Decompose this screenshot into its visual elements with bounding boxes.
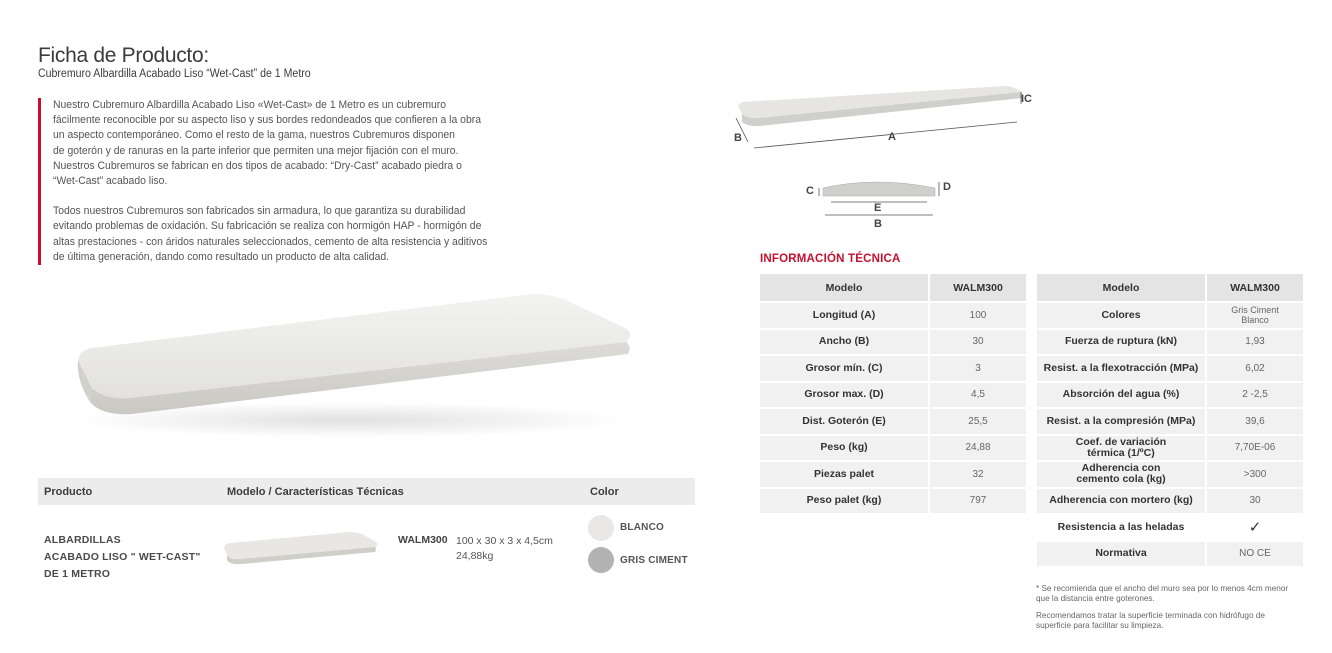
- spec-label-adherencia: [1037, 462, 1207, 487]
- spec-value: 1,93: [1207, 330, 1303, 355]
- section-label-b: B: [874, 218, 882, 230]
- spec-value: 32: [930, 462, 1026, 487]
- spec-label: Grosor mín. (C): [760, 356, 930, 381]
- spec-label-coef-2: térmica (1/ºC): [1087, 446, 1155, 459]
- spec-value: 100: [930, 303, 1026, 328]
- technical-info-title: INFORMACIÓN TÉCNICA: [760, 253, 901, 265]
- spec-value: 30: [930, 330, 1026, 355]
- spec-label: Colores: [1037, 303, 1207, 328]
- spec-row: [1037, 409, 1303, 434]
- product-table-header: [38, 478, 695, 505]
- spec-row: [760, 303, 1026, 328]
- dimension-diagram-section: [815, 176, 945, 224]
- spec-row: [1037, 330, 1303, 355]
- spec-label-adh-1: Adherencia con: [1081, 462, 1161, 475]
- product-hero-image: [60, 280, 640, 445]
- spec-row: [760, 383, 1026, 408]
- spec-row-coef: [1037, 436, 1303, 461]
- spec-row-adherencia-cola: [1037, 462, 1303, 487]
- spec-value: 30: [1207, 489, 1303, 514]
- description-paragraph-1: Nuestro Cubremuro Albardilla Acabado Liso «Wet-Cast» de 1 Metro es un cubremuro fácilmente reconocible por su aspecto liso y sus bordes redondeados que confieren a la obra un aspecto contemporáneo. Como el resto de la gama, nuestros Cubremuros disponen de goterón y de ranuras en la parte inferior que permiten una mejor fijación con el muro. Nuestros Cubremuros se fabrican en dos tipos de acabado: “Dry-Cast” acabado piedra o “Wet-Cast” acabado liso.: [53, 99, 482, 188]
- spec-label: Peso palet (kg): [760, 489, 930, 514]
- spec-value: 7,70E-06: [1207, 436, 1303, 461]
- spec-value: 3: [930, 356, 1026, 381]
- spec-label: Adherencia con mortero (kg): [1037, 489, 1207, 514]
- spec-label: Dist. Goterón (E): [760, 409, 930, 434]
- spec-label: Ancho (B): [760, 330, 930, 355]
- spec-left-header: [760, 274, 1026, 301]
- spec-value: 39,6: [1207, 409, 1303, 434]
- footnote-2-line-1: Recomendamos tratar la superficie terminada con hidrófugo de: [1036, 611, 1265, 620]
- footnote-1: [1036, 584, 1288, 604]
- footnote-1-line-1: * Se recomienda que el ancho del muro sea por lo menos 4cm menor: [1036, 584, 1289, 593]
- spec-right-header-label: Modelo: [1037, 274, 1207, 301]
- spec-value: 4,5: [930, 383, 1026, 408]
- spec-row-heladas: [1037, 515, 1303, 540]
- spec-value-colores-1: Gris Ciment: [1231, 305, 1279, 316]
- spec-label: Peso (kg): [760, 436, 930, 461]
- spec-label: Longitud (A): [760, 303, 930, 328]
- spec-value: 2 -2,5: [1207, 383, 1303, 408]
- product-dims-text: 100 x 30 x 3 x 4,5cm: [456, 535, 553, 547]
- product-description: [38, 98, 508, 265]
- color-swatch-gris-ciment: [588, 547, 614, 573]
- product-dimensions: [456, 534, 553, 564]
- diagram-label-a: A: [888, 131, 896, 143]
- spec-row-normativa: [1037, 542, 1303, 567]
- spec-row: [1037, 356, 1303, 381]
- dimension-diagram-perspective: [730, 82, 1030, 154]
- page-subtitle: Cubremuro Albardilla Acabado Liso “Wet-Cast” de 1 Metro: [38, 68, 311, 80]
- section-label-d: D: [943, 181, 951, 193]
- footnote-2-line-2: superficie para facilitar su limpieza.: [1036, 621, 1164, 630]
- spec-value: 6,02: [1207, 356, 1303, 381]
- spec-table-properties: [1037, 272, 1303, 568]
- spec-table-dimensions: [760, 272, 1026, 515]
- header-modelo: Modelo / Características Técnicas: [227, 486, 404, 498]
- color-label-blanco: BLANCO: [620, 522, 664, 533]
- spec-label-coef: [1037, 436, 1207, 461]
- product-weight-text: 24,88kg: [456, 550, 494, 562]
- spec-label: Absorción del agua (%): [1037, 383, 1207, 408]
- spec-value-colores: [1207, 303, 1303, 328]
- spec-left-header-model: WALM300: [930, 274, 1026, 301]
- spec-value: 797: [930, 489, 1026, 514]
- spec-right-header: [1037, 274, 1303, 301]
- spec-row: [1037, 489, 1303, 514]
- diagram-label-b: B: [734, 132, 742, 144]
- spec-label: Piezas palet: [760, 462, 930, 487]
- spec-value-colores-2: Blanco: [1241, 315, 1269, 326]
- spec-row: [760, 489, 1026, 514]
- spec-row: [760, 330, 1026, 355]
- spec-left-header-label: Modelo: [760, 274, 930, 301]
- spec-value: NO CE: [1207, 542, 1303, 567]
- spec-row: [760, 356, 1026, 381]
- spec-label: Resist. a la compresión (MPa): [1037, 409, 1207, 434]
- spec-row: [1037, 383, 1303, 408]
- color-label-gris-ciment: GRIS CIMENT: [620, 555, 688, 566]
- section-label-c: C: [806, 185, 814, 197]
- spec-value: 24,88: [930, 436, 1026, 461]
- diagram-label-c: IC: [1021, 93, 1032, 105]
- footnote-1-line-2: que la distancia entre goterones.: [1036, 594, 1155, 603]
- check-icon: ✓: [1207, 515, 1303, 540]
- spec-label: Resistencia a las heladas: [1037, 515, 1207, 540]
- spec-value: >300: [1207, 462, 1303, 487]
- spec-label-coef-1: Coef. de variación: [1075, 435, 1167, 448]
- spec-label: Grosor max. (D): [760, 383, 930, 408]
- color-swatch-blanco: [588, 515, 614, 541]
- spec-right-header-model: WALM300: [1207, 274, 1303, 301]
- spec-row: [760, 462, 1026, 487]
- spec-label-adh-2: cemento cola (kg): [1076, 473, 1166, 486]
- header-producto: Producto: [44, 486, 93, 498]
- product-model: WALM300: [398, 534, 448, 546]
- product-thumbnail: [222, 526, 382, 570]
- product-name: ALBARDILLAS ACABADO LISO " WET-CAST" DE 1 METRO: [44, 534, 201, 580]
- spec-row-colores: [1037, 303, 1303, 328]
- header-color: Color: [590, 486, 619, 498]
- spec-label: Fuerza de ruptura (kN): [1037, 330, 1207, 355]
- spec-row: [760, 409, 1026, 434]
- spec-row: [760, 436, 1026, 461]
- page-title: Ficha de Producto:: [38, 44, 209, 67]
- description-paragraph-2: Todos nuestros Cubremuros son fabricados sin armadura, lo que garantiza su durabilidad evitando problemas de oxidación. Su fabricación se realiza con hormigón HAP - hormigón de altas prestaciones - con áridos naturales seleccionados, cemento de alta resistencia y aditivos de última generación, dando como resultado un producto de alta calidad.: [53, 205, 488, 263]
- spec-label: Normativa: [1037, 542, 1207, 567]
- spec-label: Resist. a la flexotracción (MPa): [1037, 356, 1207, 381]
- spec-value: 25,5: [930, 409, 1026, 434]
- footnote-2: [1036, 611, 1265, 631]
- section-label-e: E: [874, 202, 882, 214]
